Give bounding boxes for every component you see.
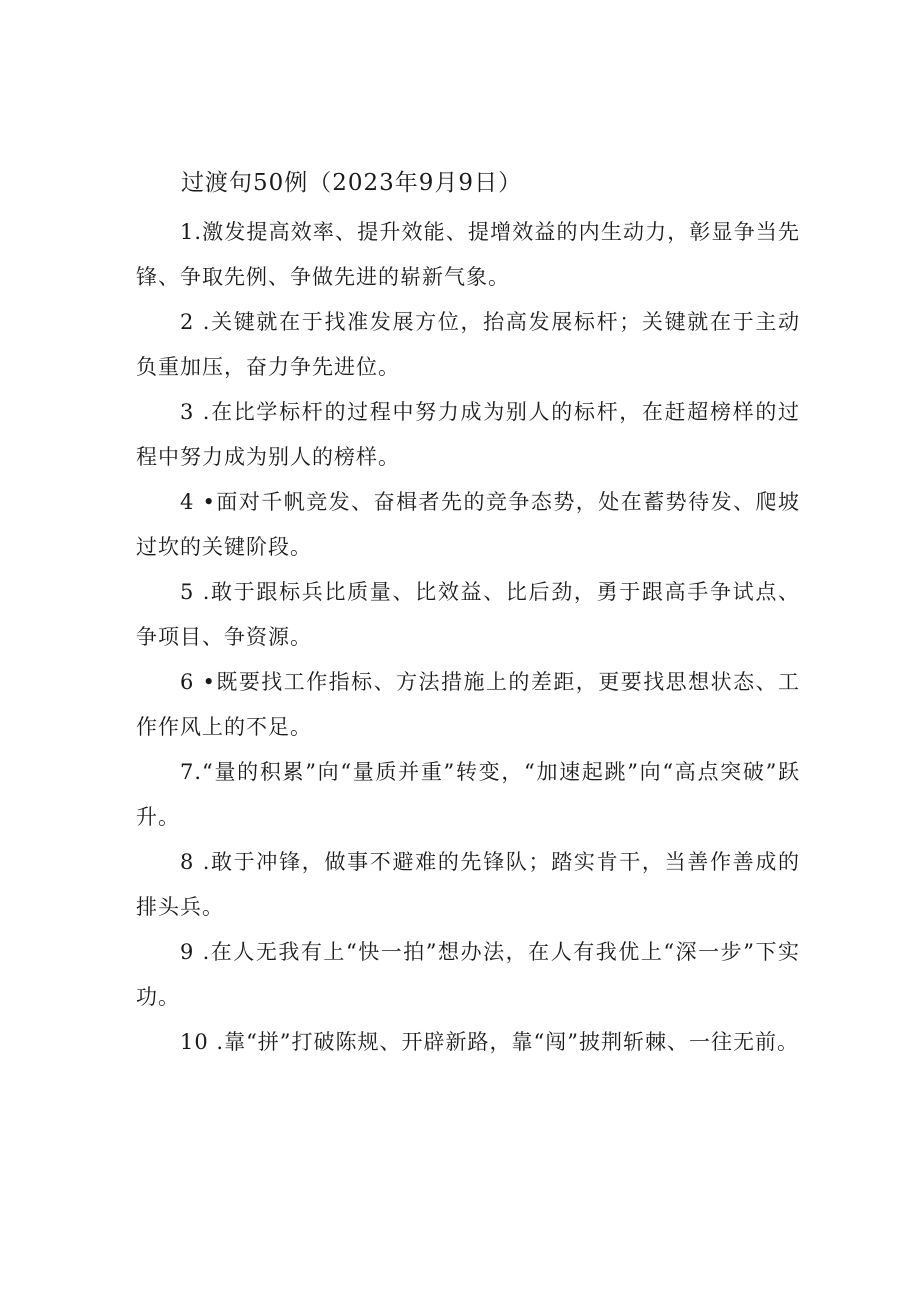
list-item: 4 •面对千帆竞发、奋楫者先的竞争态势，处在蓄势待发、爬坡过坎的关键阶段。: [136, 490, 800, 559]
list-item: 8 .敢于冲锋，做事不避难的先锋队；踏实肯干，当善作善成的排头兵。: [136, 850, 800, 919]
document-title: 过渡句50例（2023年9月9日）: [181, 170, 523, 196]
list-item: 9 .在人无我有上“快一拍”想办法，在人有我优上“深一步”下实功。: [136, 940, 800, 1009]
list-item: 7.“量的积累”向“量质并重”转变，“加速起跳”向“高点突破”跃升。: [136, 760, 800, 829]
list-item: 1.激发提高效率、提升效能、提增效益的内生动力，彰显争当先锋、争取先例、争做先进的崭新气象。: [136, 220, 800, 289]
list-item: 6 •既要找工作指标、方法措施上的差距，更要找思想状态、工作作风上的不足。: [136, 670, 800, 739]
list-item: 5 .敢于跟标兵比质量、比效益、比后劲，勇于跟高手争试点、争项目、争资源。: [136, 580, 800, 649]
list-item: 10 .靠“拼”打破陈规、开辟新路，靠“闯”披荆斩棘、一往无前。: [180, 1030, 800, 1054]
list-item: 3 .在比学标杆的过程中努力成为别人的标杆，在赶超榜样的过程中努力成为别人的榜样。: [136, 400, 800, 469]
transition-sentence-list: [136, 210, 800, 1110]
list-item: 2 .关键就在于找准发展方位，抬高发展标杆；关键就在于主动负重加压，奋力争先进位。: [136, 310, 800, 379]
